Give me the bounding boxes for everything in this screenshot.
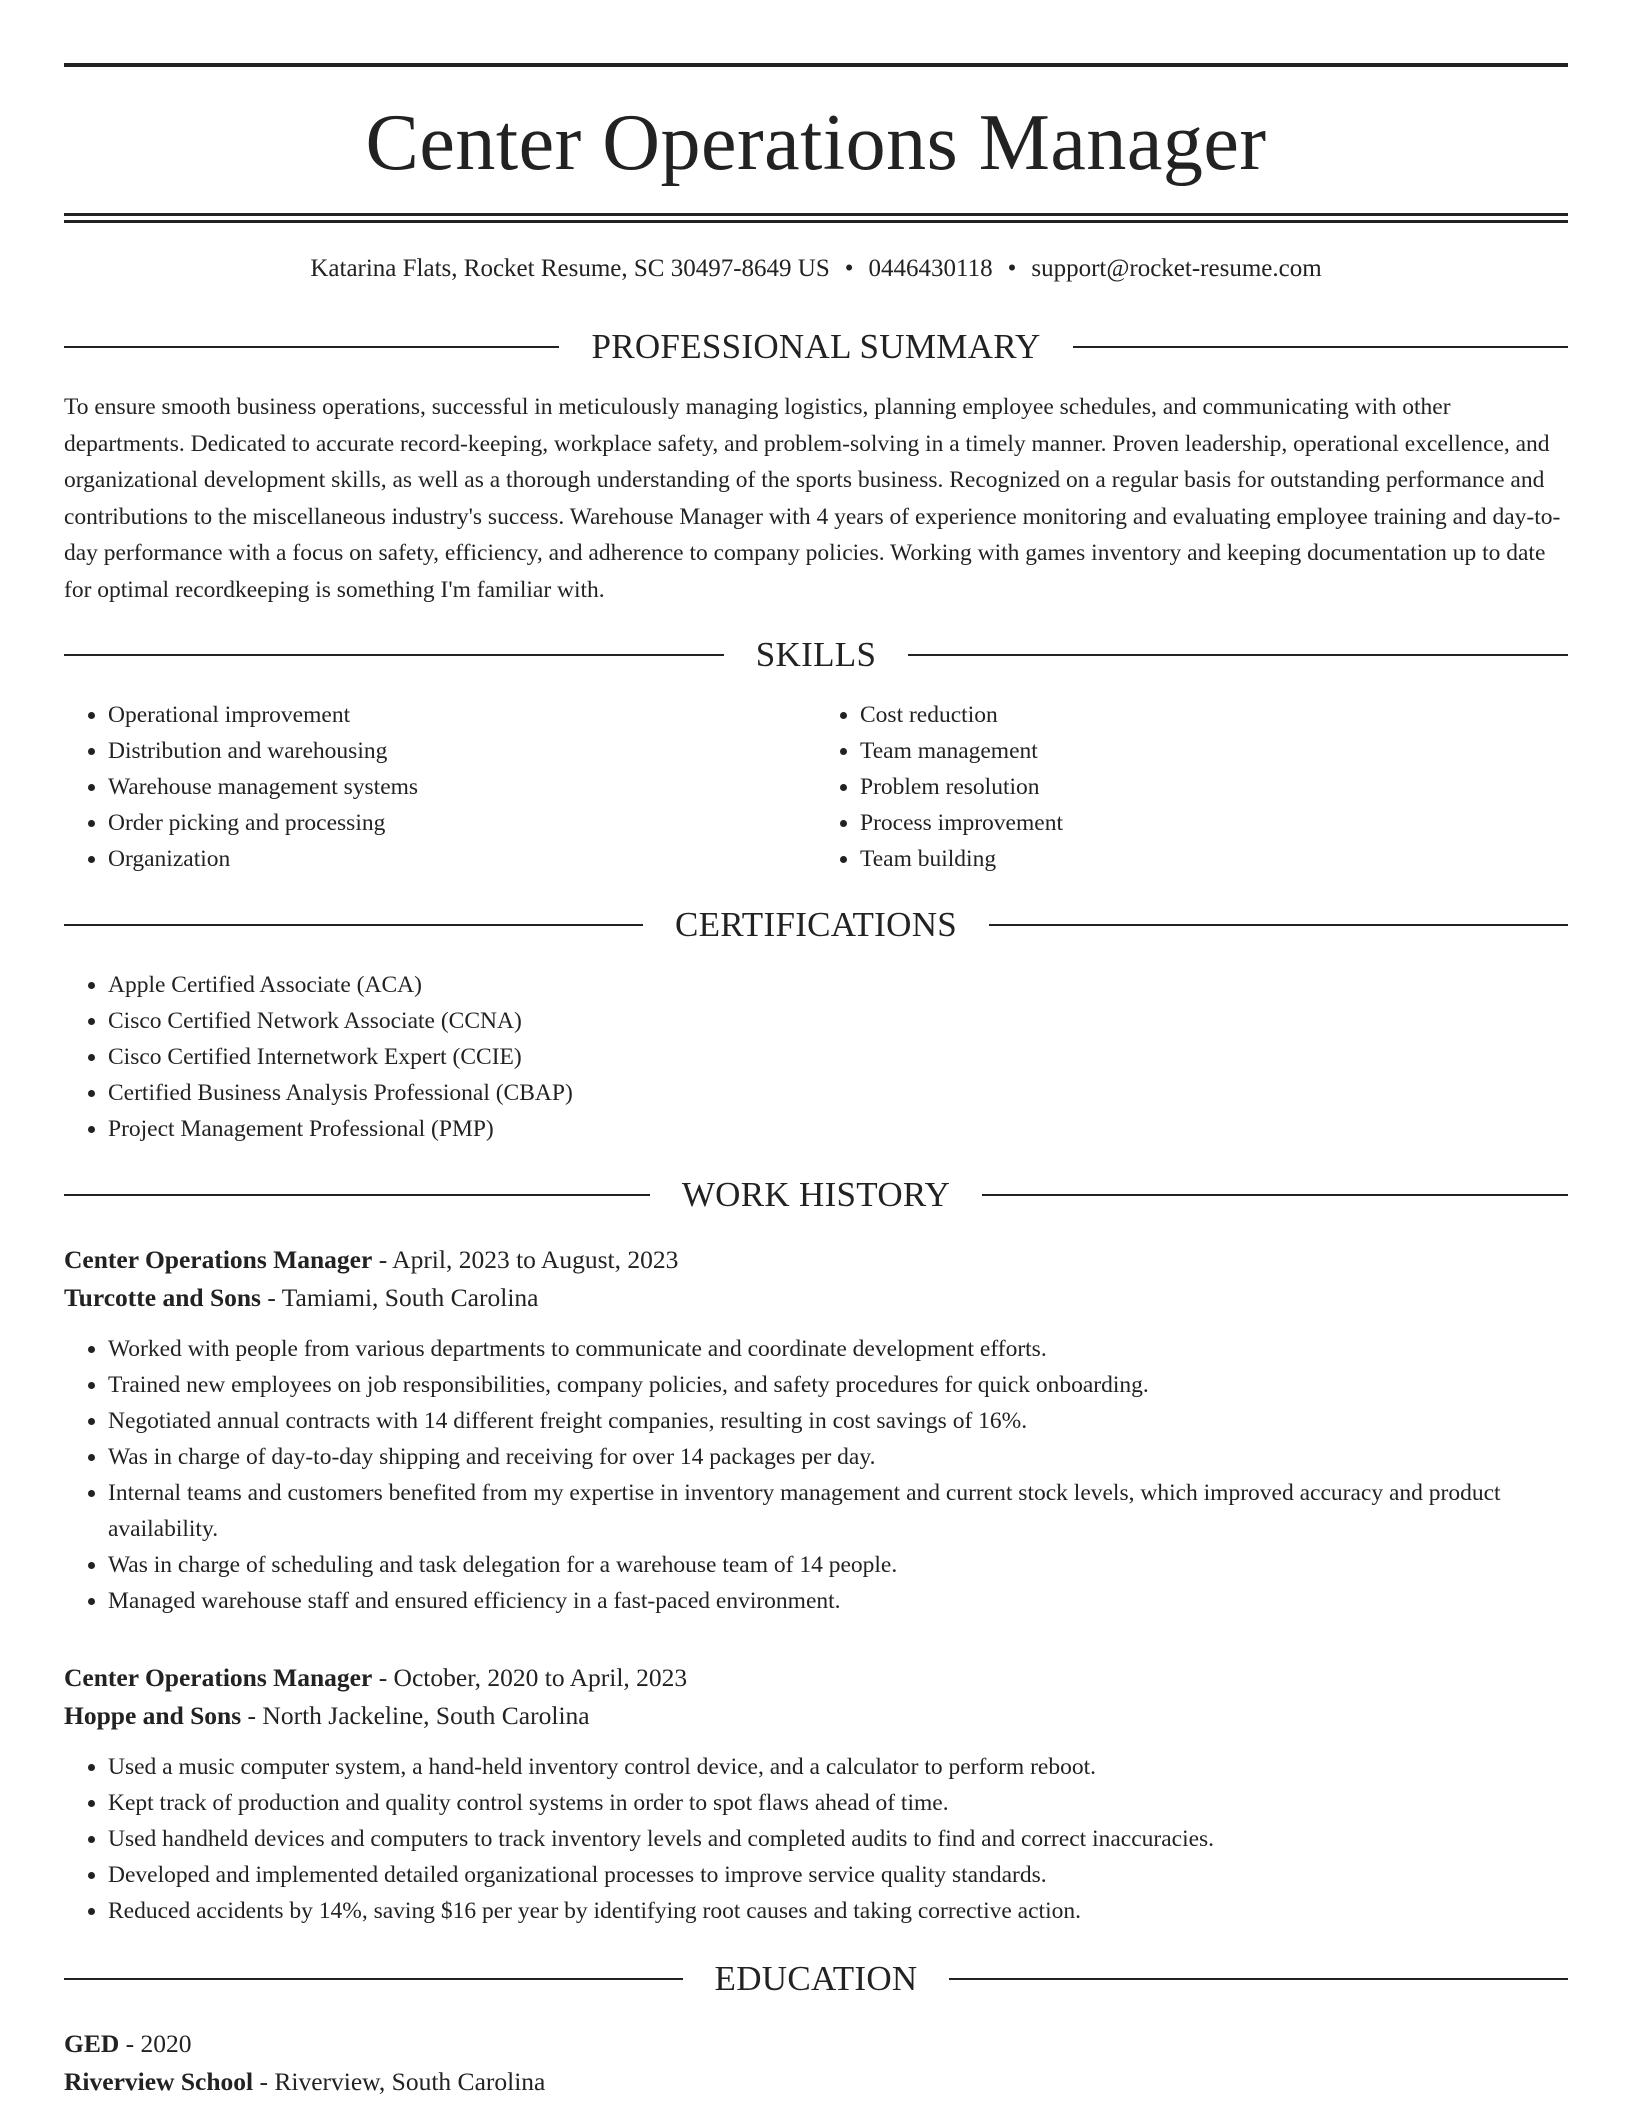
section-heading-summary — [64, 327, 1568, 367]
contact-separator: • — [1007, 255, 1017, 282]
heading-rule-left — [64, 924, 643, 926]
education-entry — [64, 2025, 1568, 2101]
skill-item: • Team management — [860, 733, 1568, 769]
skill-item: • Operational improvement — [108, 697, 816, 733]
heading-rule-right — [989, 924, 1568, 926]
section-heading-skills — [64, 635, 1568, 675]
skill-item: • Team building — [860, 841, 1568, 877]
skill-item: • Cost reduction — [860, 697, 1568, 733]
job-role: Center Operations Manager — [64, 1244, 373, 1274]
skill-item: • Problem resolution — [860, 769, 1568, 805]
education-degree-line — [64, 2025, 1568, 2063]
job-dates: - April, 2023 to August, 2023 — [372, 1244, 679, 1274]
education-degree: GED — [64, 2028, 120, 2058]
certification-item: • Apple Certified Associate (ACA) — [108, 967, 1568, 1003]
job-bullet: • Was in charge of day-to-day shipping and receiving for over 14 packages per day. — [108, 1439, 1568, 1475]
job-dates: - October, 2020 to April, 2023 — [372, 1662, 688, 1692]
skill-item: • Warehouse management systems — [108, 769, 816, 805]
heading-rule-right — [908, 654, 1568, 656]
job-bullet: • Used a music computer system, a hand-held inventory control device, and a calculator to perform reboot. — [108, 1749, 1568, 1785]
certification-item: • Cisco Certified Network Associate (CCNA) — [108, 1003, 1568, 1039]
heading-rule-left — [64, 654, 724, 656]
certification-item: • Cisco Certified Internetwork Expert (CCIE) — [108, 1039, 1568, 1075]
resume-page — [64, 0, 1568, 2101]
heading-rule-left — [64, 1978, 683, 1980]
top-rule — [64, 63, 1568, 67]
heading-rule-left — [64, 1194, 650, 1196]
resume-title: Center Operations Manager — [365, 99, 1267, 187]
education-year: - 2020 — [119, 2028, 192, 2058]
contact-separator: • — [844, 255, 854, 282]
job-bullet: • Internal teams and customers benefited from my expertise in inventory management and current stock levels, which improved accuracy and product availability. — [108, 1475, 1568, 1547]
certifications-list — [64, 967, 1568, 1147]
section-heading-education — [64, 1959, 1568, 1999]
job-bullet: • Worked with people from various departments to communicate and coordinate development efforts. — [108, 1331, 1568, 1367]
job-bullet: • Developed and implemented detailed organizational processes to improve service quality standards. — [108, 1857, 1568, 1893]
job-company: Hoppe and Sons — [64, 1700, 242, 1730]
contact-address: Katarina Flats, Rocket Resume, SC 30497-8649 US — [310, 255, 830, 282]
title-double-rule — [64, 213, 1568, 223]
job-company-line — [64, 1697, 1568, 1735]
job-bullets — [64, 1749, 1568, 1929]
job-role-line — [64, 1659, 1568, 1697]
skill-item: • Organization — [108, 841, 816, 877]
skills-list-right — [816, 697, 1568, 877]
job-entry — [64, 1241, 1568, 1619]
job-location: - Tamiami, South Carolina — [260, 1282, 539, 1312]
job-entry — [64, 1659, 1568, 1929]
heading-rule-right — [1073, 346, 1568, 348]
section-title: PROFESSIONAL SUMMARY — [591, 327, 1041, 366]
job-bullet: • Used handheld devices and computers to track inventory levels and completed audits to find and correct inaccuracies. — [108, 1821, 1568, 1857]
job-role: Center Operations Manager — [64, 1662, 373, 1692]
job-role-line — [64, 1241, 1568, 1279]
job-company-line — [64, 1279, 1568, 1317]
job-bullet: • Kept track of production and quality control systems in order to spot flaws ahead of time. — [108, 1785, 1568, 1821]
contact-email: support@rocket-resume.com — [1031, 255, 1322, 282]
skills-columns — [64, 697, 1568, 877]
contact-line — [64, 253, 1568, 285]
heading-rule-right — [949, 1978, 1568, 1980]
skill-item: • Order picking and processing — [108, 805, 816, 841]
section-heading-certifications — [64, 905, 1568, 945]
summary-text: To ensure smooth business operations, successful in meticulously managing logistics, planning employee schedules, and communicating with other departments. Dedicated to accurate record-keeping, workplace safety, and problem-solving in a timely manner. Proven leadership, operational excellence, and organizational development skills, as well as a thorough understanding of the sports business. Recognized on a regular basis for outstanding performance and contributions to the miscellaneous industry's success. Warehouse Manager with 4 years of experience monitoring and evaluating employee training and day-to-day performance with a focus on safety, efficiency, and adherence to company policies. Working with games inventory and keeping documentation up to date for optimal recordkeeping is something I'm familiar with. — [64, 394, 1561, 603]
job-bullet: • Trained new employees on job responsibilities, company policies, and safety procedures for quick onboarding. — [108, 1367, 1568, 1403]
job-company: Turcotte and Sons — [64, 1282, 261, 1312]
job-location: - North Jackeline, South Carolina — [241, 1700, 590, 1730]
education-location: - Riverview, South Carolina — [253, 2066, 546, 2096]
education-school: Riverview School — [64, 2066, 254, 2096]
job-bullet: • Managed warehouse staff and ensured efficiency in a fast-paced environment. — [108, 1583, 1568, 1619]
education-school-line — [64, 2063, 1568, 2101]
skills-list-left — [64, 697, 816, 877]
section-heading-work-history — [64, 1175, 1568, 1215]
job-bullet: • Was in charge of scheduling and task delegation for a warehouse team of 14 people. — [108, 1547, 1568, 1583]
section-title: CERTIFICATIONS — [674, 904, 958, 944]
job-bullets — [64, 1331, 1568, 1619]
certification-item: • Project Management Professional (PMP) — [108, 1111, 1568, 1147]
job-bullet: • Reduced accidents by 14%, saving $16 per year by identifying root causes and taking corrective action. — [108, 1893, 1568, 1929]
section-title: SKILLS — [755, 634, 877, 674]
skill-item: • Distribution and warehousing — [108, 733, 816, 769]
section-title: WORK HISTORY — [681, 1174, 951, 1214]
heading-rule-left — [64, 346, 559, 348]
certification-item: • Certified Business Analysis Professional (CBAP) — [108, 1075, 1568, 1111]
skill-item: • Process improvement — [860, 805, 1568, 841]
section-title: EDUCATION — [714, 1958, 918, 1998]
job-bullet: • Negotiated annual contracts with 14 different freight companies, resulting in cost savings of 16%. — [108, 1403, 1568, 1439]
contact-phone: 0446430118 — [868, 255, 993, 282]
heading-rule-right — [982, 1194, 1568, 1196]
